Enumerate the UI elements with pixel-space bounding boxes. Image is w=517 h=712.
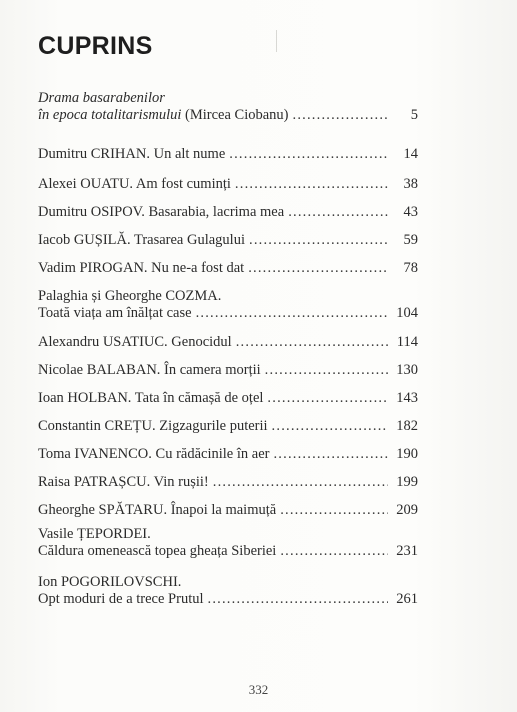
toc-entry-1 [38,90,418,124]
toc-entry-title: Iacob GUȘILĂ. Trasarea Gulagului [38,232,245,248]
toc-entry-title: Vadim PIROGAN. Nu ne-a fost dat [38,260,245,276]
toc-entry-15 [38,526,418,560]
toc-entry-title: Opt moduri de a trece Prutul [38,591,204,607]
toc-page-number: 261 [396,591,418,607]
toc-entry-title-line1: Drama basarabenilor [38,90,165,106]
leader-dots [273,446,388,463]
toc-entry-author-line: Vasile ȚEPORDEI. [38,526,151,542]
toc-entry-5 [38,232,418,249]
toc-entry-title: Raisa PATRAȘCU. Vin rușii! [38,474,209,490]
leader-dots [280,502,388,519]
toc-entry-title: Gheorghe SPĂTARU. Înapoi la maimuță [38,502,277,518]
toc-entry-13 [38,474,418,491]
toc-page-number: 38 [403,176,418,192]
toc-page-number: 78 [403,260,418,276]
toc-page-number: 59 [403,232,418,248]
page-number: 332 [248,682,269,697]
toc-entry-title: Ioan HOLBAN. Tata în cămașă de oțel [38,390,264,406]
leader-dots [265,362,388,379]
toc-page-number: 5 [410,107,418,123]
toc-entry-author-line: Ion POGORILOVSCHI. [38,574,182,590]
leader-dots [272,418,388,435]
toc-page-number: 130 [396,362,418,378]
toc-page-number: 190 [396,446,418,462]
toc-page-number: 231 [396,543,418,559]
leader-dots [249,232,388,249]
page-crease-mark [276,30,277,52]
toc-entry-12 [38,446,418,463]
toc-page-number: 209 [396,502,418,518]
leader-dots [229,146,388,163]
toc-entry-title: Toma IVANENCO. Cu rădăcinile în aer [38,446,270,462]
toc-entry-4 [38,204,418,221]
toc-entry-10 [38,390,418,407]
leader-dots [293,107,389,124]
leader-dots [267,390,388,407]
toc-entry-title-italic: în epoca totalitarismului [38,107,182,123]
toc-entry-7 [38,288,418,322]
toc-entry-title: Alexei OUATU. Am fost cuminți [38,176,231,192]
leader-dots [248,260,388,277]
toc-entry-title: Dumitru OSIPOV. Basarabia, lacrima mea [38,204,285,220]
toc-entry-title: Constantin CREȚU. Zigzagurile puterii [38,418,268,434]
toc-page-number: 143 [396,390,418,406]
toc-entry-11 [38,418,418,435]
toc-entry-2 [38,146,418,163]
toc-page-number: 14 [403,146,418,162]
toc-entry-3 [38,176,418,193]
toc-entry-9 [38,362,418,379]
toc-page-number: 114 [396,334,418,350]
leader-dots [288,204,388,221]
toc-entry-author: (Mircea Ciobanu) [181,107,289,123]
toc-entry-6 [38,260,418,277]
toc-page-number: 104 [396,305,418,321]
toc-entry-title: Dumitru CRIHAN. Un alt nume [38,146,226,162]
toc-page-number: 43 [403,204,418,220]
toc-entry-8 [38,334,418,351]
leader-dots [196,305,388,322]
leader-dots [280,543,388,560]
toc-entry-title: Căldura omenească topea gheața Siberiei [38,543,277,559]
toc-entry-14 [38,502,418,519]
toc-entry-title: Nicolae BALABAN. În camera morții [38,362,261,378]
leader-dots [213,474,388,491]
toc-entry-title: Toată viața am înălțat case [38,305,192,321]
page-title: CUPRINS [38,32,153,60]
toc-page-number: 182 [396,418,418,434]
toc-page-number: 199 [396,474,418,490]
toc-entry-title: Alexandru USATIUC. Genocidul [38,334,232,350]
leader-dots [236,334,388,351]
toc-entry-16 [38,574,418,608]
leader-dots [235,176,388,193]
leader-dots [208,591,389,608]
toc-entry-author-line: Palaghia și Gheorghe COZMA. [38,288,222,304]
